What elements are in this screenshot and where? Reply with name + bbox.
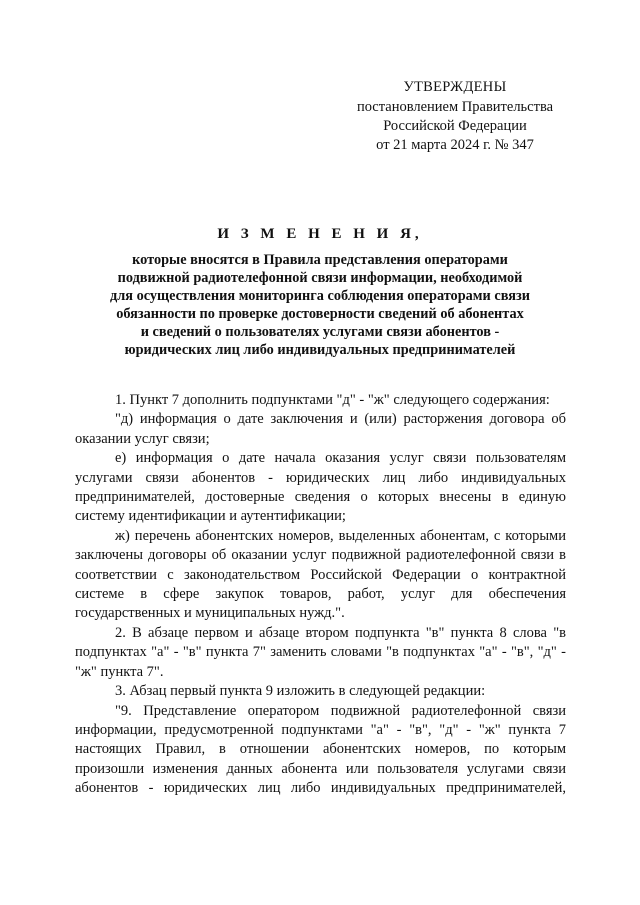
subparagraph-zh: ж) перечень абонентских номеров, выделенных абонентам, с которыми заключены договоры об оказании услуг подвижной радиотелефонной связи в соответствии с законодательством Российской Федерации о контрактной системе в сфере закупок товаров, работ, услуг для обеспечения государственных и муниципальных нужд.".	[75, 527, 566, 622]
paragraph-item-2: 2. В абзаце первом и абзаце втором подпункта "в" пункта 8 слова "в подпунктах "а" - "в" пункта 7" заменить словами "в подпунктах "а" - "в", "д" - "ж" пункта 7".	[75, 624, 566, 680]
document-body	[75, 391, 566, 799]
subtitle-line: обязанности по проверке достоверности сведений об абонентах	[116, 306, 524, 322]
paragraph-item-3: 3. Абзац первый пункта 9 изложить в следующей редакции:	[115, 683, 486, 700]
approval-block	[340, 78, 570, 155]
approval-line: от 21 марта 2024 г. № 347	[376, 137, 534, 153]
paragraph-item-1: 1. Пункт 7 дополнить подпунктами "д" - "ж" следующего содержания:	[115, 392, 550, 408]
subtitle-line: которые вносятся в Правила представления операторами	[132, 252, 508, 268]
subparagraph-d: "д) информация о дате заключения и (или) расторжения договора об оказании услуг связи;	[75, 411, 566, 447]
subparagraph-e: е) информация о дате начала оказания услуг связи пользователям услугами связи абонентов - юридических лиц либо индивидуальных предпринимателей, достоверные сведения о которых внесены в единую систему идентификации и аутентификации;	[75, 450, 566, 525]
approval-line: постановлением Правительства	[356, 99, 554, 115]
document-heading: И З М Е Н Е Н И Я,	[217, 226, 423, 242]
subtitle-line: и сведений о пользователях услугами связи абонентов -	[140, 324, 500, 340]
document-subtitle	[60, 251, 580, 359]
subtitle-line: для осуществления мониторинга соблюдения операторами связи	[110, 288, 530, 304]
approval-title: УТВЕРЖДЕНЫ	[403, 79, 507, 95]
approval-line: Российской Федерации	[383, 118, 527, 134]
subtitle-line: юридических лиц либо индивидуальных предпринимателей	[124, 342, 516, 358]
paragraph-item-9-text: "9. Представление оператором подвижной радиотелефонной связи информации, предусмотренной подпунктами "а" - "в", "д" - "ж" пункта 7 настоящих Правил, в отношении абонентских номеров, по которым произошли изменения данных абонента или пользователя услугами связи абонентов - юридических лиц либо индивидуальных предпринимателей,	[75, 702, 566, 797]
subtitle-line: подвижной радиотелефонной связи информации, необходимой	[117, 270, 523, 286]
